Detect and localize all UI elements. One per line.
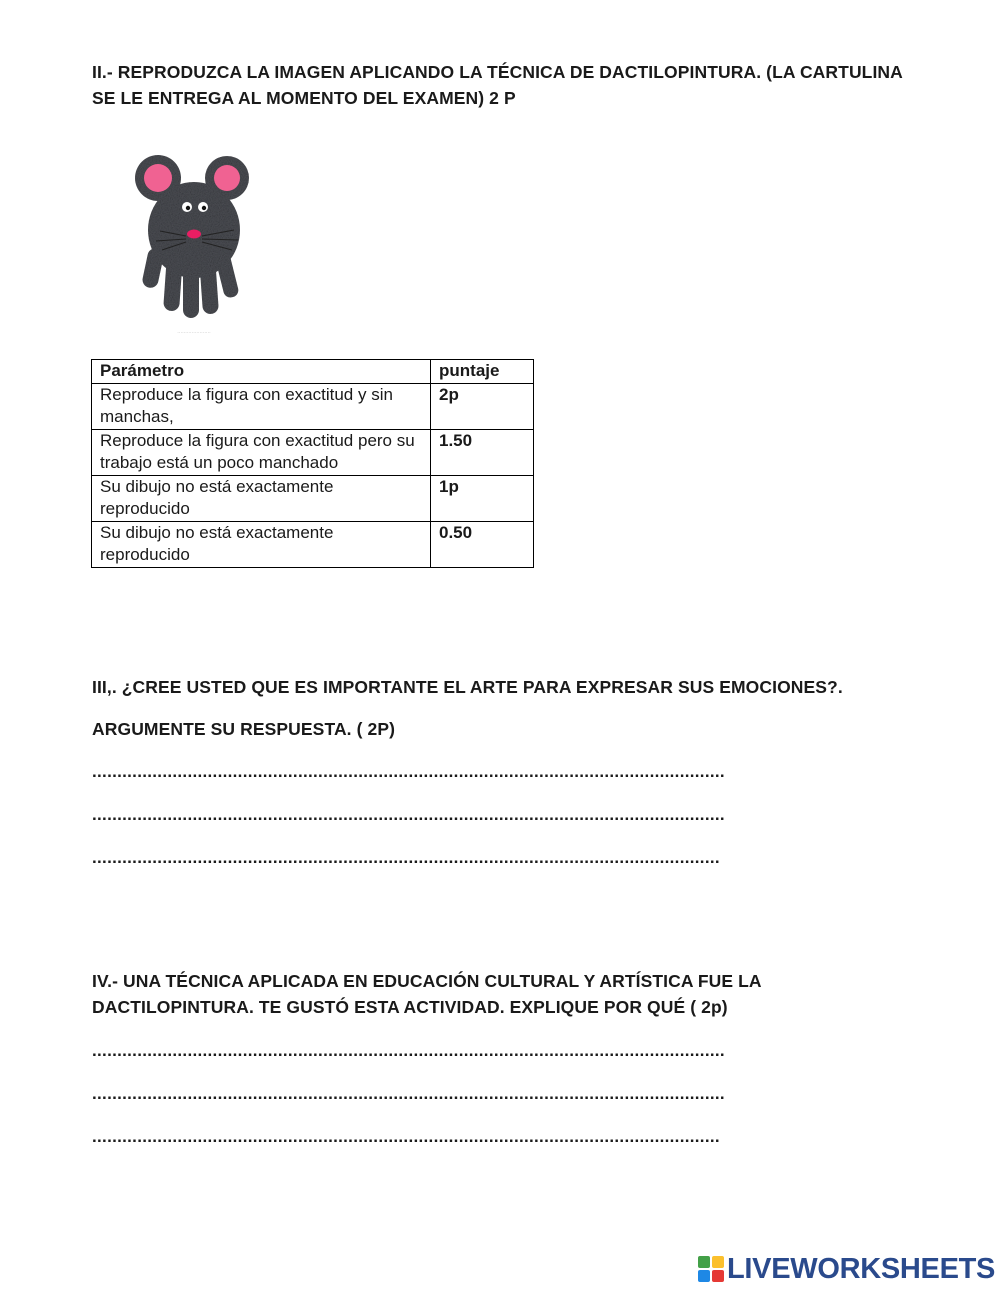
score-cell: 2p	[431, 383, 534, 429]
table-row	[92, 429, 534, 475]
section-2-heading: II.- REPRODUZCA LA IMAGEN APLICANDO LA TÉCNICA DE DACTILOPINTURA. (LA CARTULINA SE LE ENTREGA AL MOMENTO DEL EXAMEN) 2 P	[92, 62, 903, 108]
header-parameter: Parámetro	[92, 360, 431, 384]
parameter-cell: Su dibujo no está exactamente reproducido	[92, 475, 431, 521]
image-watermark: ·····················	[177, 330, 211, 336]
section-3-instruction: ARGUMENTE SU RESPUESTA. ( 2P)	[92, 719, 396, 739]
header-score: puntaje	[431, 360, 534, 384]
score-cell: 0.50	[431, 521, 534, 567]
parameter-cell: Reproduce la figura con exactitud y sin manchas,	[92, 383, 431, 429]
table-header-row	[92, 360, 534, 384]
handprint-mouse-image	[116, 130, 266, 338]
answer-line-3-3[interactable]: .............................................................................................................................	[92, 848, 720, 867]
rubric-table	[91, 359, 534, 568]
parameter-cell: Su dibujo no está exactamente reproducido	[92, 521, 431, 567]
score-cell: 1p	[431, 475, 534, 521]
score-cell: 1.50	[431, 429, 534, 475]
section-4-question: IV.- UNA TÉCNICA APLICADA EN EDUCACIÓN CULTURAL Y ARTÍSTICA FUE LA DACTILOPINTURA. TE GUSTÓ ESTA ACTIVIDAD. EXPLIQUE POR QUÉ ( 2p)	[92, 971, 762, 1017]
logo-text: LIVEWORKSHEETS	[727, 1252, 996, 1285]
liveworksheets-logo	[698, 1252, 995, 1286]
answer-line-4-1[interactable]: ..............................................................................................................................	[92, 1041, 725, 1060]
section-3-question: III,. ¿CREE USTED QUE ES IMPORTANTE EL ARTE PARA EXPRESAR SUS EMOCIONES?.	[92, 677, 843, 697]
answer-line-3-2[interactable]: ..............................................................................................................................	[92, 805, 725, 824]
table-row	[92, 383, 534, 429]
answer-line-4-2[interactable]: ..............................................................................................................................	[92, 1084, 725, 1103]
parameter-cell: Reproduce la figura con exactitud pero su trabajo está un poco manchado	[92, 429, 431, 475]
liveworksheets-logo-icon	[698, 1256, 724, 1282]
answer-line-3-1[interactable]: ..............................................................................................................................	[92, 762, 725, 781]
table-row	[92, 475, 534, 521]
answer-line-4-3[interactable]: .............................................................................................................................	[92, 1127, 720, 1146]
table-row	[92, 521, 534, 567]
